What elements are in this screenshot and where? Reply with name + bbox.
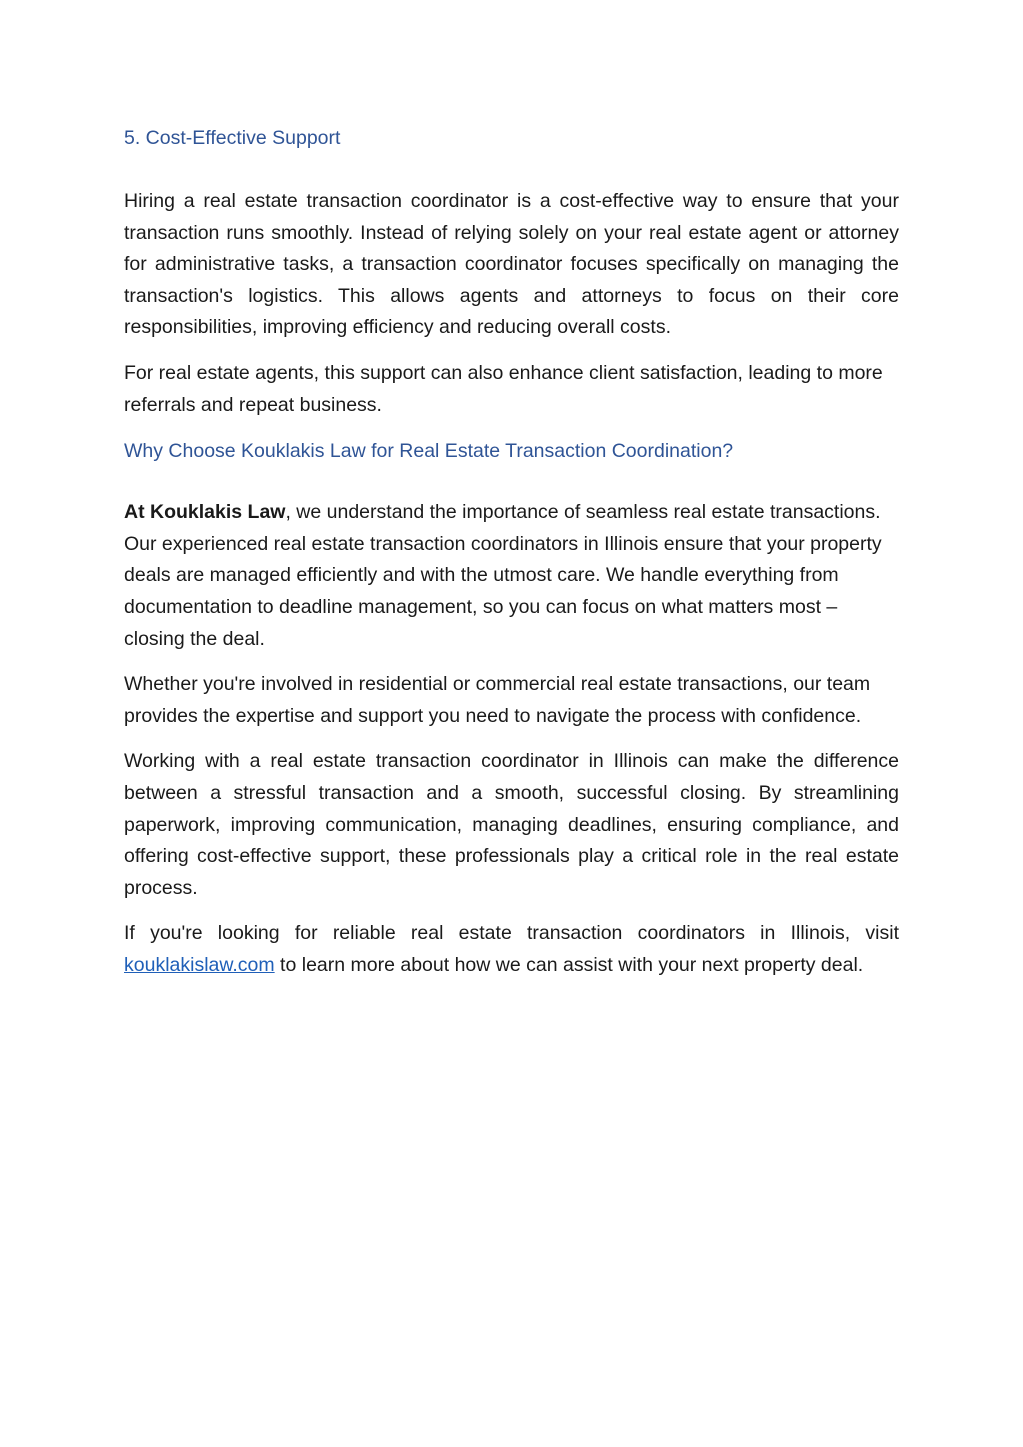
paragraph-kouklakis-intro: [124, 497, 899, 655]
paragraph-closing: [124, 918, 899, 981]
firm-name-bold: At Kouklakis Law: [124, 501, 286, 524]
paragraph-agent-benefits: For real estate agents, this support can also enhance client satisfaction, leading to more referrals and repeat business.: [124, 361, 883, 416]
paragraph-residential-commercial: Whether you're involved in residential or commercial real estate transactions, our team provides the expertise and support you need to navigate the process with confidence.: [124, 673, 871, 727]
website-link[interactable]: kouklakislaw.com: [124, 953, 275, 976]
paragraph-cost-effective: Hiring a real estate transaction coordinator is a cost-effective way to ensure that your transaction runs smoothly. Instead of relying solely on your real estate agent or attorney for administrative tasks, a transaction coordinator focuses specifically on managing the transaction's logistics. This allows agents and attorneys to focus on their core responsibilities, improving efficiency and reducing overall costs.: [124, 190, 899, 339]
intro-text: , we understand the importance of seamless real estate transactions. Our experienced real estate transaction coordinators in Illinois ensure that your property deals are managed efficiently and with the utmost care. We handle everything from documentation to deadline management, so you can focus on what matters most – closing the deal.: [124, 501, 882, 650]
section-heading-cost-effective-support: 5. Cost-Effective Support: [124, 127, 341, 149]
paragraph-working-with-coordinator: Working with a real estate transaction coordinator in Illinois can make the difference between a stressful transaction and a smooth, successful closing. By streamlining paperwork, improving communication, managing deadlines, ensuring compliance, and offering cost-effective support, these professionals play a critical role in the real estate process.: [124, 750, 899, 899]
closing-text-after-link: to learn more about how we can assist with your next property deal.: [274, 953, 864, 976]
closing-text-before-link: If you're looking for reliable real estate transaction coordinators in Illinois, visit: [124, 922, 899, 945]
document-page: [124, 122, 899, 981]
section-heading-why-choose: Why Choose Kouklakis Law for Real Estate Transaction Coordination?: [124, 440, 734, 463]
